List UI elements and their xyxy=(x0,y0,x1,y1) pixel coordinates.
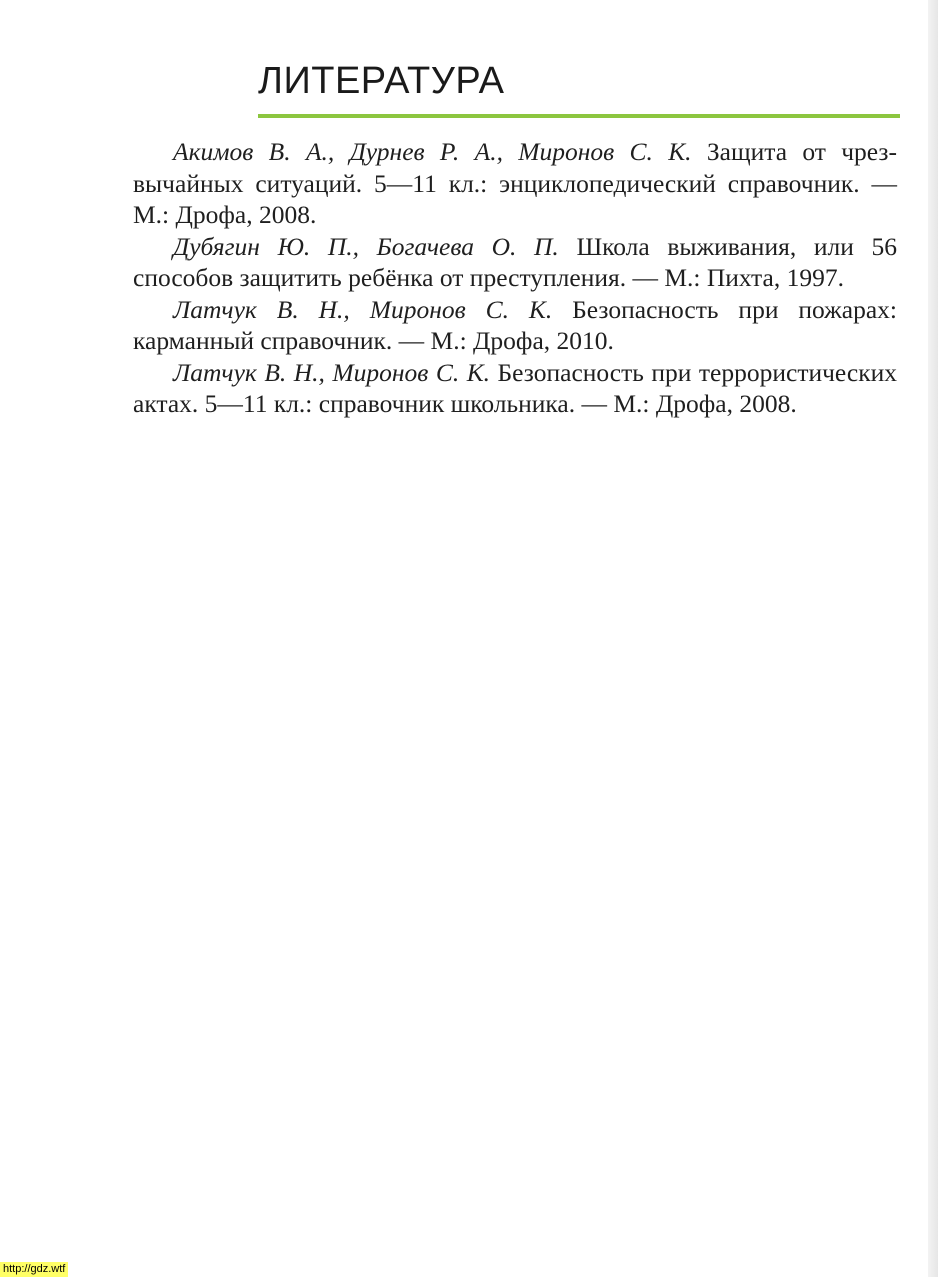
title-underline xyxy=(258,114,900,118)
reference-text: Школа выживания, или 56 способов защитить ребёнка от преступления. — М.: Пихта, 1997. xyxy=(133,231,897,292)
page-edge-shadow xyxy=(928,0,938,1277)
reference-authors: Дубягин Ю. П., Богачева О. П. xyxy=(173,231,559,261)
reference-authors: Латчук В. Н., Миронов С. К. xyxy=(173,294,553,324)
reference-authors: Латчук В. Н., Миронов С. К. xyxy=(173,357,491,387)
reference-item xyxy=(133,136,897,231)
reference-list xyxy=(133,136,897,420)
reference-text: Безопасность при пожарах: карманный справочник. — М.: Дрофа, 2010. xyxy=(133,294,897,355)
reference-text: Защита от чрезвычайных ситуаций. 5—11 кл.: энциклопедический справочник. — М.: Дрофа, 2008. xyxy=(133,137,898,229)
reference-authors: Акимов В. А., Дурнев Р. А., Миронов С. К. xyxy=(173,137,692,166)
reference-item xyxy=(133,294,897,357)
page-title: ЛИТЕРАТУРА xyxy=(258,60,505,102)
source-link[interactable]: http://gdz.wtf xyxy=(0,1262,68,1277)
reference-text: Безопасность при террористических актах. 5—11 кл.: справочник школьника. — М.: Дрофа, 2008. xyxy=(133,357,897,418)
reference-item xyxy=(133,357,897,420)
reference-item xyxy=(133,231,897,294)
